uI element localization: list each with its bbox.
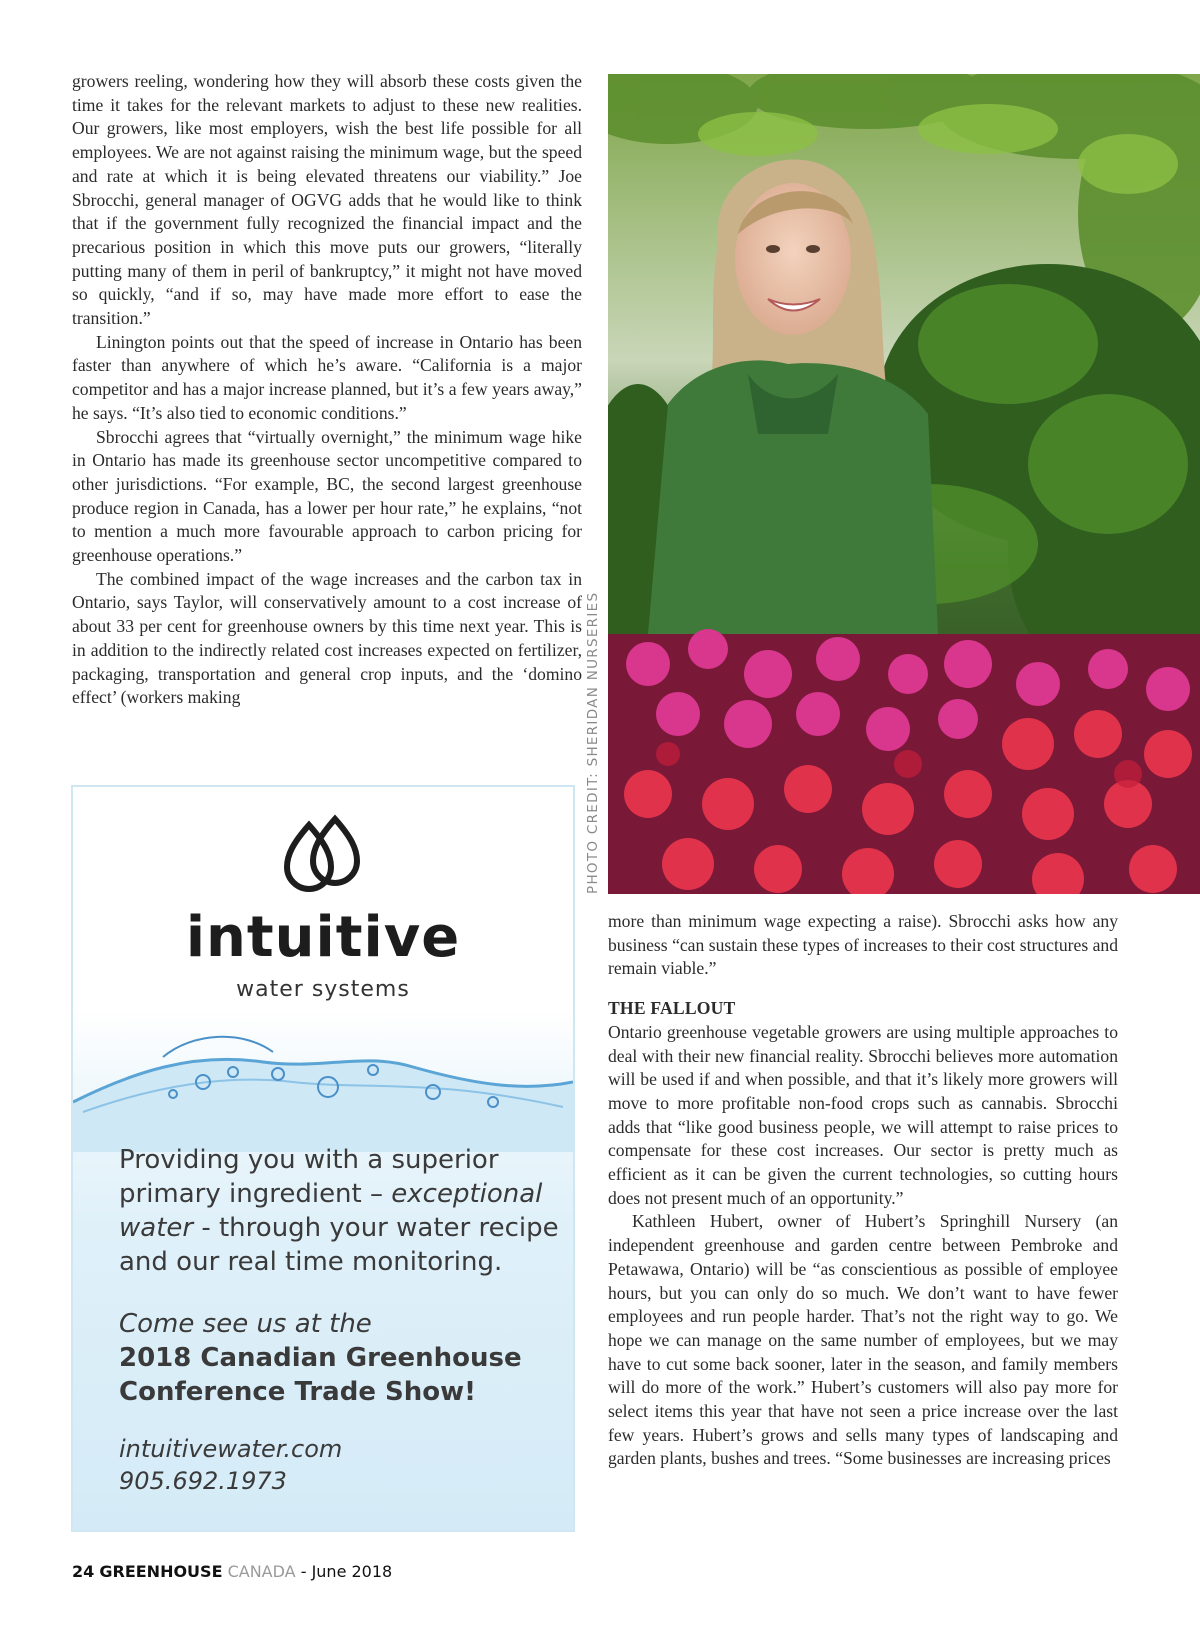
body-paragraph: Sbrocchi agrees that “virtually overnight,” the minimum wage hike in Ontario has made its greenhouse sector uncompetitive compared to other jurisdictions. “For example, BC, the second largest greenhouse produce region in Canada, has a lower per hour rate,” he explains, “not to mention a much more favourable approach to carbon pricing for greenhouse operations.”: [72, 426, 582, 566]
left-column: [72, 70, 582, 710]
ad-body-line: and our real time monitoring.: [119, 1247, 503, 1277]
advertisement: [71, 785, 575, 1532]
section-heading: THE FALLOUT: [608, 998, 736, 1019]
right-column: [608, 910, 1118, 1471]
ad-cta-line: 2018 Canadian Greenhouse: [119, 1343, 522, 1373]
ad-cta-line: Come see us at the: [119, 1309, 372, 1339]
body-paragraph: Linington points out that the speed of increase in Ontario has been faster than anywhere of which he’s aware. “California is a major competitor and has a major increase planned, but it’s a few years away,” he says. “It’s also tied to economic conditions.”: [72, 331, 582, 423]
ad-body-line: water - through your water recipe: [119, 1213, 559, 1243]
body-paragraph: Ontario greenhouse vegetable growers are using multiple approaches to deal with their new financial reality. Sbrocchi believes more automation will be used if and when possible, and that it’s likely more growers will move to more profitable non-food crops such as cannabis. Sbrocchi adds that “like good business people, we will attempt to raise prices to compensate for these cost increases. Our sector is pretty much as efficient as it can be given the current technologies, so cutting hours does not present much of an opportunity.”: [608, 1021, 1118, 1208]
water-wave-graphic: [73, 1012, 573, 1152]
body-paragraph: Kathleen Hubert, owner of Hubert’s Springhill Nursery (an independent greenhouse and garden centre between Pembroke and Petawawa, Ontario) will be “as conscientious as possible of employee hours, but you can only do so much. We don’t want to have fewer employees and run people harder. That’s not the right way to go. We hope we can manage on the same number of employees, but we may have to cut some back sooner, later in the season, and family members will do more of the work.” Hubert’s customers will also pay more for select items this year that have not seen a price increase over the last few years. Hubert’s grows and sells many types of landscaping and garden plants, bushes and trees. “Some businesses are increasing prices: [608, 1211, 1118, 1469]
ad-phone: 905.692.1973: [119, 1467, 287, 1495]
magazine-name: GREENHOUSE: [99, 1562, 223, 1581]
article-photo: [608, 74, 1200, 894]
body-paragraph: growers reeling, wondering how they will absorb these costs given the time it takes for the relevant markets to adjust to these new realities. Our growers, like most employers, wish the best life possible for all employees. We are not against raising the minimum wage, but the speed and rate at which it is being elevated threatens our viability.” Joe Sbrocchi, general manager of OGVG adds that he would like to think that if the government fully recognized the financial impact and the precarious position in which this move puts our growers, “literally putting many of them in peril of bankruptcy,” it might not have moved so quickly, “and if so, may have made more effort to ease the transition.”: [72, 71, 582, 329]
page-number: 24: [72, 1562, 95, 1581]
issue-date: - June 2018: [300, 1562, 393, 1581]
page-footer: [72, 1562, 392, 1581]
ad-subtitle: water systems: [236, 977, 410, 1002]
photo-credit: PHOTO CREDIT: SHERIDAN NURSERIES: [585, 591, 601, 894]
ad-brand: intuitive: [185, 905, 461, 970]
ad-body-line: primary ingredient – exceptional: [119, 1179, 543, 1209]
double-drop-logo-icon: [283, 813, 363, 903]
body-paragraph: The combined impact of the wage increases and the carbon tax in Ontario, says Taylor, will conservatively amount to a cost increase of about 33 per cent for greenhouse owners by this time next year. This is in addition to the indirectly related cost increases expected on fertilizer, packaging, transportation and general crop inputs, and the ‘domino effect’ (workers making: [72, 568, 582, 708]
body-paragraph: more than minimum wage expecting a raise). Sbrocchi asks how any business “can sustain these types of increases to their cost structures and remain viable.”: [608, 911, 1118, 979]
ad-cta-line: Conference Trade Show!: [119, 1377, 476, 1407]
magazine-name-light: CANADA: [227, 1562, 296, 1581]
ad-body-line: Providing you with a superior: [119, 1145, 499, 1175]
ad-website[interactable]: intuitivewater.com: [119, 1435, 343, 1463]
